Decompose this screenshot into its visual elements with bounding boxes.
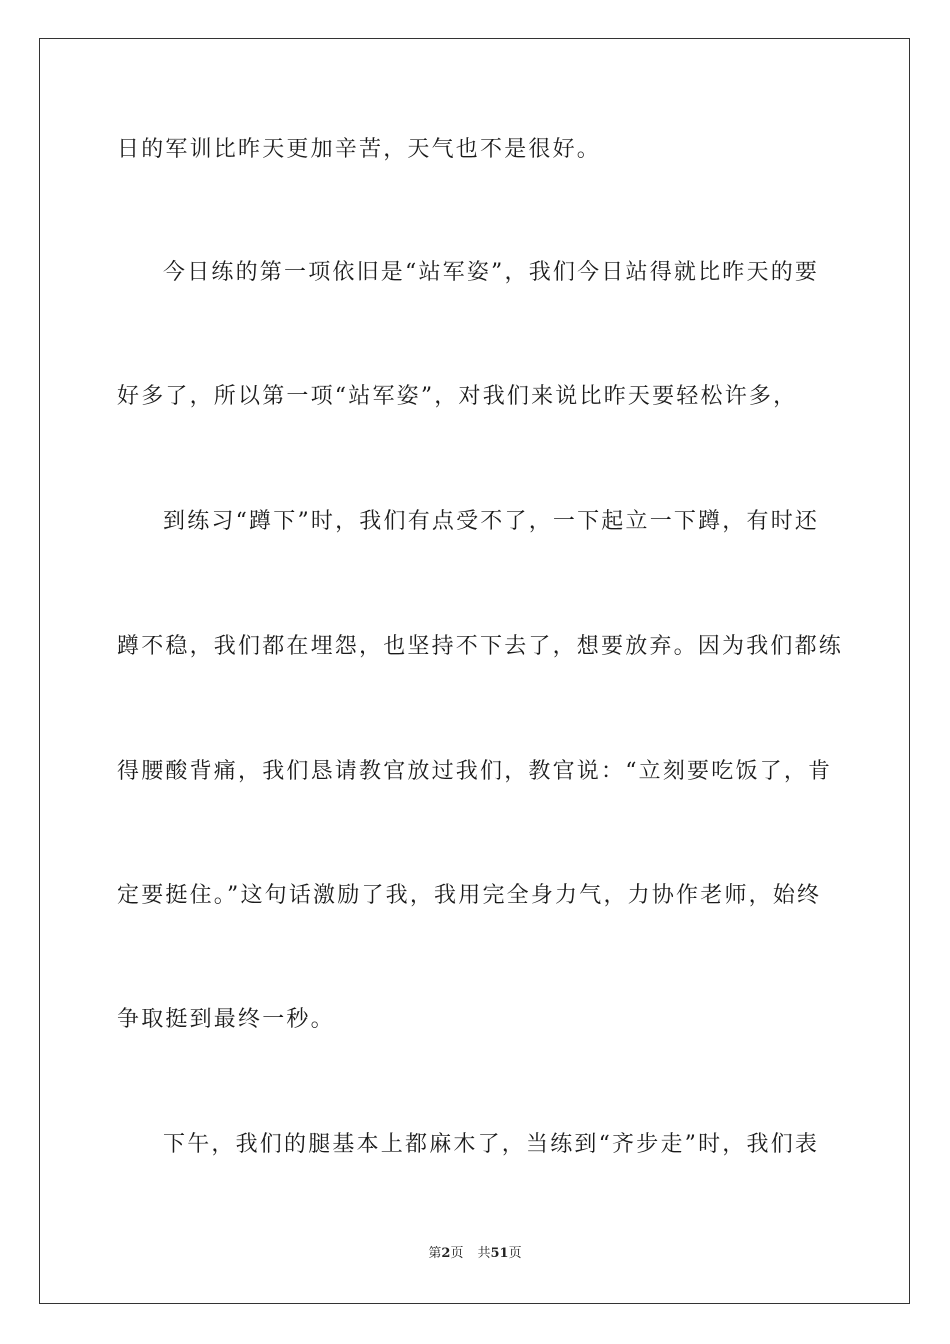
text-line-1: 日的军训比昨天更加辛苦，天气也不是很好。 [117, 137, 602, 162]
total-suffix: 页 [508, 1246, 522, 1261]
total-prefix: 共 [477, 1246, 491, 1261]
page-border [39, 38, 910, 1304]
page-number: 2 [441, 1246, 451, 1261]
total-pages: 51 [490, 1246, 509, 1261]
text-line-3: 好多了，所以第一项“站军姿”，对我们来说比昨天要轻松许多， [117, 384, 798, 409]
page-suffix: 页 [450, 1246, 464, 1261]
text-line-7: 定要挺住。”这句话激励了我，我用完全身力气，力协作老师，始终 [117, 883, 822, 908]
text-line-6: 得腰酸背痛，我们恳请教官放过我们，教官说：“立刻要吃饭了，肯 [117, 759, 833, 784]
page-footer [0, 1245, 950, 1263]
text-line-4: 到练习“蹲下”时，我们有点受不了，一下起立一下蹲，有时还 [163, 509, 820, 534]
text-line-9: 下午，我们的腿基本上都麻木了，当练到“齐步走”时，我们表 [163, 1132, 820, 1157]
page-prefix: 第 [428, 1246, 442, 1261]
text-line-2: 今日练的第一项依旧是“站军姿”，我们今日站得就比昨天的要 [163, 260, 820, 285]
text-line-5: 蹲不稳，我们都在埋怨，也坚持不下去了，想要放弃。因为我们都练 [117, 634, 844, 659]
text-line-8: 争取挺到最终一秒。 [117, 1007, 335, 1032]
